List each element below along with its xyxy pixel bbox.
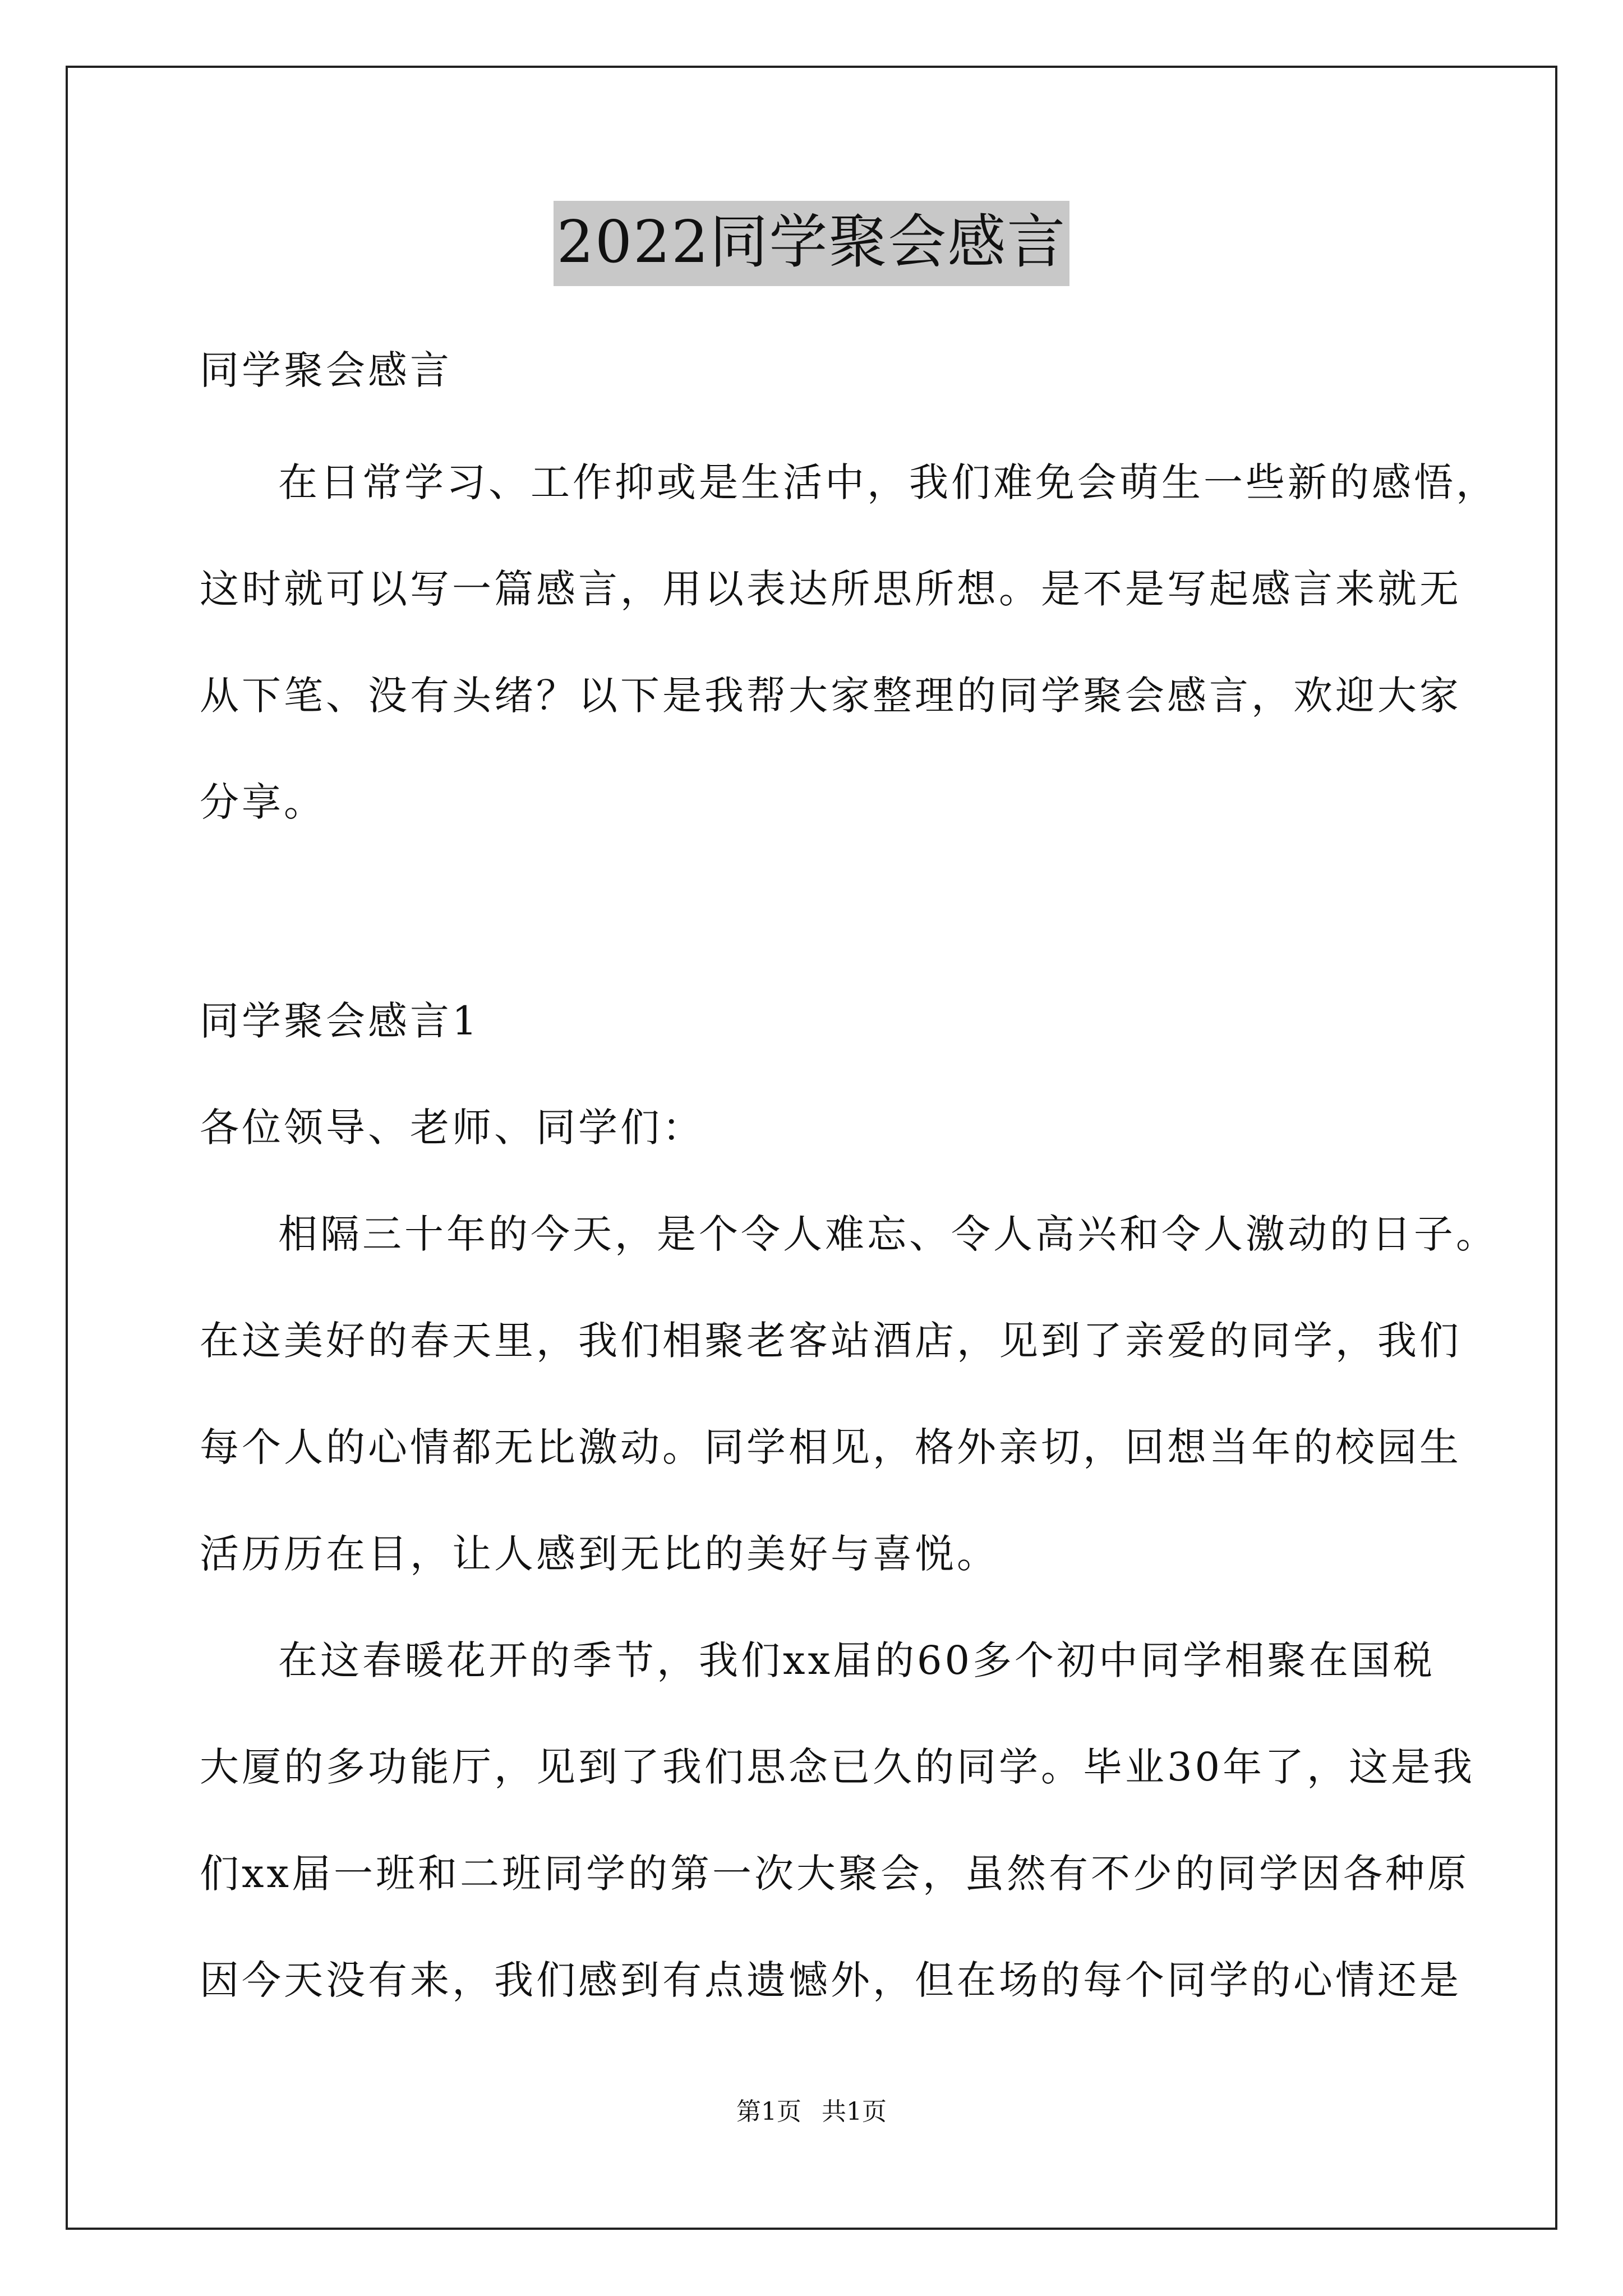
page-total: 共1页 — [822, 2097, 887, 2126]
paragraph-line: 在日常学习、工作抑或是生活中，我们难免会萌生一些新的感悟， — [278, 459, 1498, 505]
paragraph-line: 在这美好的春天里，我们相聚老客站酒店，见到了亲爱的同学，我们 — [200, 1318, 1461, 1364]
salutation: 各位领导、老师、同学们： — [200, 1105, 704, 1151]
document-title: 2022同学聚会感言 — [554, 201, 1070, 286]
paragraph-line: 大厦的多功能厅，见到了我们思念已久的同学。毕业30年了，这是我 — [200, 1744, 1476, 1790]
section-heading: 同学聚会感言1 — [200, 998, 480, 1044]
title-container — [0, 201, 1623, 286]
paragraph-line: 因今天没有来，我们感到有点遗憾外，但在场的每个同学的心情还是 — [200, 1957, 1461, 2003]
section-heading: 同学聚会感言 — [200, 347, 452, 393]
paragraph-line: 从下笔、没有头绪？以下是我帮大家整理的同学聚会感言，欢迎大家 — [200, 673, 1461, 719]
paragraph-line: 们xx届一班和二班同学的第一次大聚会，虽然有不少的同学因各种原 — [200, 1851, 1469, 1897]
paragraph-line: 每个人的心情都无比激动。同学相见，格外亲切，回想当年的校园生 — [200, 1424, 1461, 1470]
paragraph-line: 相隔三十年的今天，是个令人难忘、令人高兴和令人激动的日子。 — [278, 1211, 1498, 1257]
paragraph-line: 活历历在目，让人感到无比的美好与喜悦。 — [200, 1531, 999, 1577]
paragraph-line: 在这春暖花开的季节，我们xx届的60多个初中同学相聚在国税 — [278, 1637, 1436, 1683]
page-footer — [0, 2095, 1623, 2129]
paragraph-line: 这时就可以写一篇感言，用以表达所思所想。是不是写起感言来就无 — [200, 566, 1461, 612]
page-number: 第1页 — [736, 2097, 801, 2126]
paragraph-line: 分享。 — [200, 779, 326, 825]
